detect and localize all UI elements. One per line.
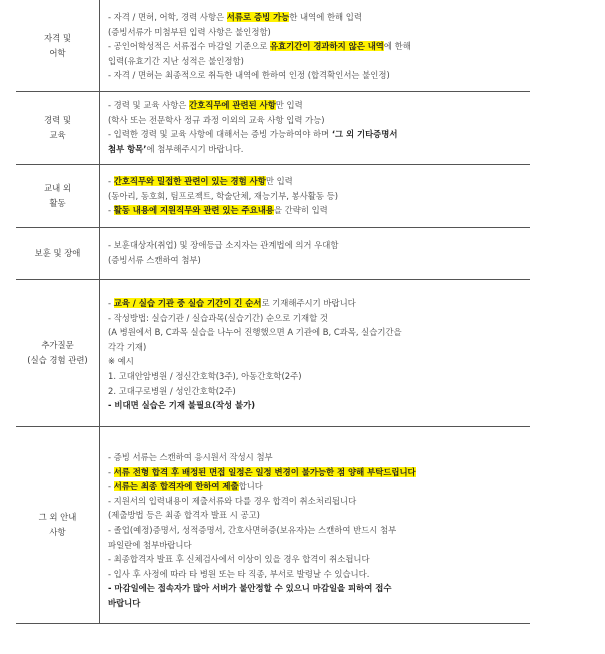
row-label <box>16 165 100 227</box>
highlighted-text: 서류 전형 합격 후 배정된 면접 일정은 일정 변경이 불가능한 점 양해 부탁드립니다 <box>113 466 416 477</box>
text-segment: 1. 고대안암병원 / 정신간호학(3주), 아동간호학(2주) <box>108 370 302 381</box>
text-segment: - 증빙 서류는 스캔하여 응시원서 작성시 첨부 <box>108 452 273 462</box>
row-activities <box>16 165 530 228</box>
text-segment: - <box>108 298 114 308</box>
content-line <box>108 54 526 69</box>
content-line <box>108 369 526 384</box>
text-segment: - 최종합격자 발표 후 신체검사에서 이상이 있을 경우 합격이 취소됩니다 <box>108 554 370 565</box>
bold-text: ‘그 외 기타증명서 <box>331 129 398 140</box>
content-line <box>108 25 526 40</box>
text-segment: - 자격 / 면허, 어학, 경력 사항은 <box>108 12 227 22</box>
content-line <box>108 113 526 128</box>
bold-text: 첨부 항목’ <box>108 143 147 154</box>
content-line <box>108 523 526 538</box>
row-label-line: 어학 <box>49 47 66 58</box>
content-line <box>108 253 526 268</box>
row-content <box>108 98 526 156</box>
text-segment: (제출방법 등은 최종 합격자 발표 시 공고) <box>108 510 260 521</box>
content-line <box>108 189 526 204</box>
row-other-notices <box>16 427 530 624</box>
highlighted-text: 활동 내용에 지원직무와 관련 있는 주요내용 <box>113 205 274 216</box>
row-qualification <box>16 0 530 92</box>
row-label-line: 그 외 안내 <box>38 512 77 522</box>
text-segment: - 보훈대상자(취업) 및 장애등급 소지자는 관계법에 의거 우대함 <box>108 240 339 250</box>
text-segment: - <box>108 176 114 186</box>
text-segment: - <box>108 481 114 492</box>
row-label-line: 사항 <box>49 527 66 537</box>
row-label-line: (실습 경험 관련) <box>27 355 88 365</box>
text-segment: - 경력 및 교육 사항은 <box>108 100 190 110</box>
bold-text: 바랍니다 <box>108 597 141 608</box>
row-additional-questions <box>16 280 530 427</box>
highlighted-text: 간호직무에 관련된 사항 <box>189 100 276 110</box>
text-segment: - <box>108 466 114 477</box>
content-line <box>108 325 526 340</box>
content-line <box>108 596 526 611</box>
row-label <box>16 0 100 91</box>
text-segment: ※ 예시 <box>108 356 134 367</box>
content-line <box>108 398 526 413</box>
row-label-line: 교내 외 <box>44 183 71 193</box>
content-line <box>108 479 526 494</box>
text-segment: 한 내역에 한해 입력 <box>289 12 362 22</box>
text-segment: 에 첨부해주시기 바랍니다. <box>146 143 244 154</box>
content-line <box>108 465 526 480</box>
row-content <box>108 450 526 611</box>
text-segment: 합니다 <box>238 481 263 492</box>
row-label-text <box>35 246 81 261</box>
row-label-text <box>44 181 71 211</box>
bold-text: - 비대면 실습은 기재 불필요(작성 불가) <box>108 400 256 411</box>
content-line <box>108 508 526 523</box>
row-label-text <box>27 338 87 368</box>
row-content <box>108 296 526 413</box>
row-content <box>108 238 526 267</box>
highlighted-text: 교육 / 실습 기관 중 실습 기간이 긴 순서 <box>113 298 262 308</box>
highlighted-text: 서류로 증빙 가능 <box>226 12 290 22</box>
content-line <box>108 311 526 326</box>
row-label-line: 추가질문 <box>41 340 74 350</box>
text-segment: 각각 기재) <box>108 341 147 352</box>
text-segment: 을 간략히 입력 <box>273 205 328 216</box>
content-line <box>108 174 526 189</box>
highlighted-text: 유효기간이 경과하지 않은 내역 <box>269 41 384 52</box>
content-line <box>108 142 526 157</box>
row-label-line: 자격 및 <box>44 32 71 43</box>
text-segment: - 공인어학성적은 서류접수 마감일 기준으로 <box>108 41 270 52</box>
row-veterans <box>16 228 530 280</box>
text-segment: (A 병원에서 B, C과목 실습을 나누어 진행했으면 A 기관에 B, C과목, 실습기간을 <box>108 327 402 338</box>
content-line <box>108 98 526 113</box>
content-line <box>108 581 526 596</box>
row-content <box>108 10 526 83</box>
content-line <box>108 39 526 54</box>
content-line <box>108 127 526 142</box>
content-line <box>108 296 526 311</box>
text-segment: - 졸업(예정)증명서, 성적증명서, 간호사면허증(보유자)는 스캔하여 반드시 첨부 <box>108 524 397 535</box>
row-label <box>16 92 100 164</box>
content-line <box>108 552 526 567</box>
text-segment: (동아리, 동호회, 팀프로젝트, 학술단체, 재능기부, 봉사활동 등) <box>108 190 338 201</box>
text-segment: - 작성방법: 실습기관 / 실습과목(실습기간) 순으로 기재할 것 <box>108 312 328 323</box>
text-segment: 만 입력 <box>275 100 303 110</box>
row-label-text <box>44 113 71 143</box>
row-content <box>108 174 526 218</box>
text-segment: - 지원서의 입력내용이 제출서류와 다를 경우 합격이 취소처리됩니다 <box>108 495 357 506</box>
content-line <box>108 384 526 399</box>
highlighted-text: 간호직무와 밀접한 관련이 있는 경험 사항 <box>113 176 266 186</box>
text-segment: 파일란에 첨부바랍니다 <box>108 539 192 550</box>
row-career <box>16 92 530 165</box>
text-segment: 로 기재해주시기 바랍니다 <box>261 298 356 308</box>
content-line <box>108 354 526 369</box>
content-line <box>108 203 526 218</box>
row-label-line: 교육 <box>49 130 66 140</box>
content-line <box>108 567 526 582</box>
row-label-line: 활동 <box>49 198 66 208</box>
bold-text: - 마감일에는 접속자가 많아 서버가 불안정할 수 있으니 마감일을 피하여 접수 <box>108 583 392 594</box>
text-segment: (학사 또는 전문학사 정규 과정 이외의 교육 사항 입력 가능) <box>108 114 325 125</box>
highlighted-text: 서류는 최종 합격자에 한하여 제출 <box>113 481 239 492</box>
text-segment: - 입력한 경력 및 교육 사항에 대해서는 증빙 가능하여야 하며 <box>108 129 332 140</box>
text-segment: 만 입력 <box>265 176 293 186</box>
content-line <box>108 68 526 83</box>
content-line <box>108 538 526 553</box>
text-segment: (증빙서류 스캔하여 첨부) <box>108 254 201 265</box>
text-segment: - 입사 후 사정에 따라 타 병원 또는 타 직종, 부서로 발령날 수 있습니다. <box>108 568 370 579</box>
content-line <box>108 238 526 253</box>
row-label-line: 경력 및 <box>44 115 71 125</box>
text-segment: 2. 고대구로병원 / 성인간호학(2주) <box>108 385 236 396</box>
text-segment: 입력(유효기간 지난 성적은 불인정함) <box>108 55 244 66</box>
row-label-text <box>39 510 77 540</box>
row-label-line: 보훈 및 장애 <box>34 248 81 258</box>
row-label <box>16 427 100 623</box>
content-line <box>108 340 526 355</box>
content-line <box>108 10 526 25</box>
text-segment: (증빙서류가 미첨부된 입력 사항은 불인정함) <box>108 26 271 37</box>
content-line <box>108 494 526 509</box>
row-label-text <box>44 31 71 61</box>
text-segment: - <box>108 205 114 216</box>
row-label <box>16 280 100 426</box>
text-segment: 에 한해 <box>383 41 411 52</box>
row-label <box>16 228 100 279</box>
content-line <box>108 450 526 465</box>
text-segment: - 자격 / 면허는 최종적으로 취득한 내역에 한하여 인정 (합격확인서는 불인정) <box>108 70 390 81</box>
